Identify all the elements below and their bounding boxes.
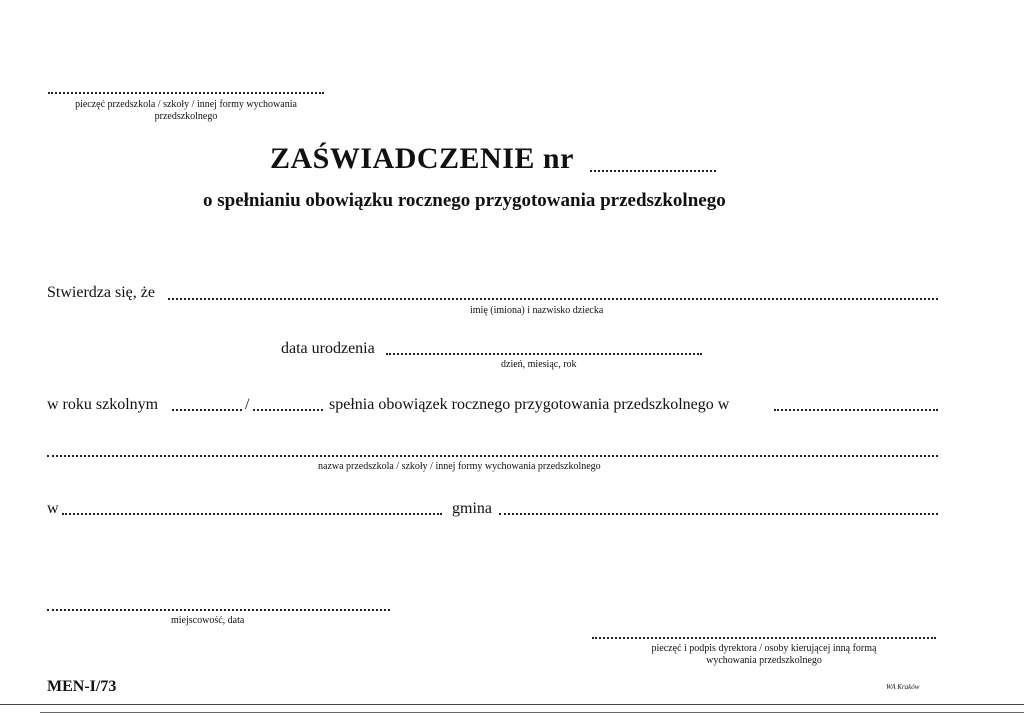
school-year-start-field[interactable]: [172, 409, 242, 411]
child-name-field[interactable]: [168, 298, 938, 300]
signature-caption-line1: pieczęć i podpis dyrektora / osoby kierującej inną formą: [651, 643, 877, 654]
gmina-field[interactable]: [499, 513, 938, 515]
document-subtitle: o spełnianiu obowiązku rocznego przygotowania przedszkolnego: [203, 190, 726, 211]
child-name-caption: imię (imiona) i nazwisko dziecka: [470, 305, 604, 316]
school-year-end-field[interactable]: [253, 409, 323, 411]
place-date-field[interactable]: [47, 609, 390, 611]
signature-caption-line2: wychowania przedszkolnego: [706, 655, 822, 666]
certificate-number-field[interactable]: [590, 170, 716, 172]
place-date-caption: miejscowość, data: [171, 615, 245, 626]
fulfills-obligation-text: spełnia obowiązek rocznego przygotowania przedszkolnego w: [329, 396, 730, 413]
bottom-edge-line: [0, 704, 1024, 705]
signature-field[interactable]: [592, 637, 936, 639]
stamp-caption-line1: pieczęć przedszkola / szkoły / innej formy wychowania: [75, 99, 297, 110]
stamp-dotted-line: [48, 92, 324, 94]
publisher-mark: WA Kraków: [886, 683, 920, 691]
birth-date-caption: dzień, miesiąc, rok: [501, 359, 577, 370]
locality-field[interactable]: [62, 513, 442, 515]
school-year-separator: /: [245, 396, 250, 413]
locality-label: w: [47, 500, 59, 517]
birth-date-label: data urodzenia: [281, 340, 375, 357]
stwierdza-label: Stwierdza się, że: [47, 284, 155, 301]
form-code: MEN-I/73: [47, 678, 117, 695]
institution-name-caption: nazwa przedszkola / szkoły / innej formy wychowania przedszkolnego: [318, 461, 601, 472]
school-year-label: w roku szkolnym: [47, 396, 159, 413]
stamp-caption-line2: przedszkolnego: [154, 111, 218, 122]
bottom-edge-line-secondary: [40, 712, 1024, 713]
birth-date-field[interactable]: [386, 353, 702, 355]
document-title: ZAŚWIADCZENIE nr: [270, 142, 574, 175]
institution-name-field[interactable]: [47, 455, 938, 457]
institution-inline-field[interactable]: [774, 409, 938, 411]
stamp-caption: [44, 99, 328, 123]
signature-caption: [588, 643, 940, 667]
gmina-label: gmina: [452, 500, 492, 517]
